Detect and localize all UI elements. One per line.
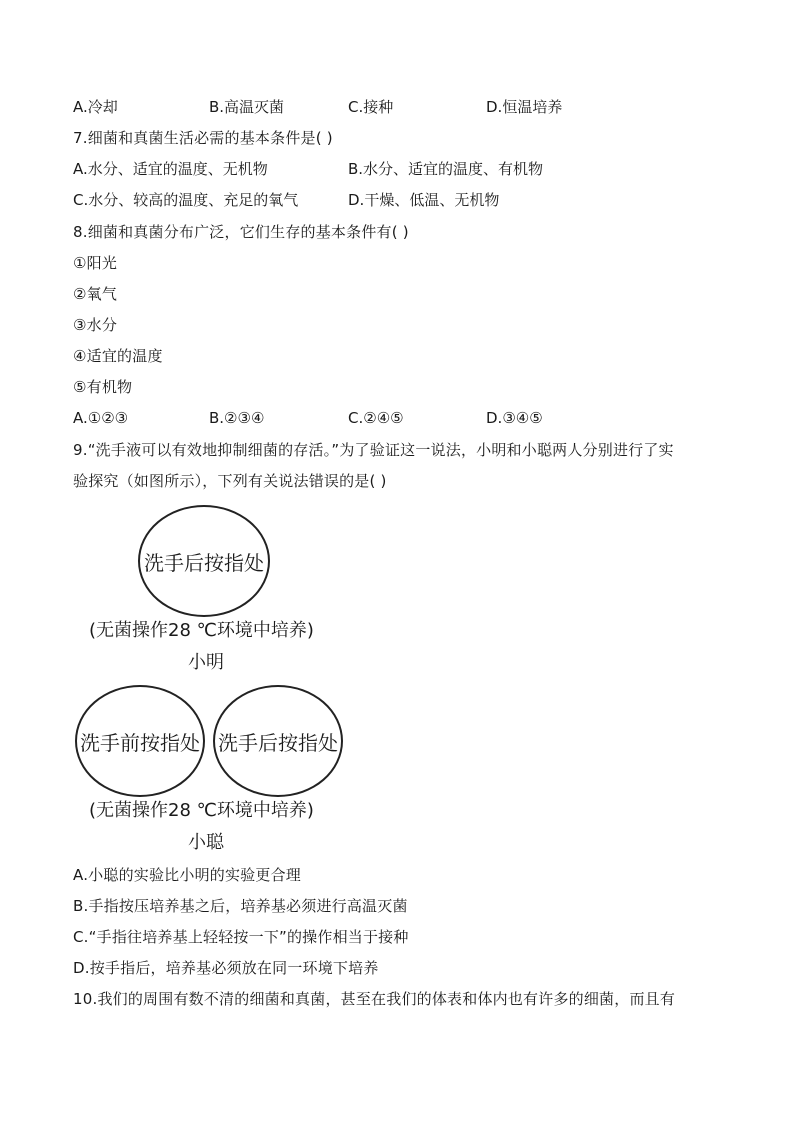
q8-stem: 8.细菌和真菌分布广泛，它们生存的基本条件有( ) xyxy=(73,223,409,241)
q8-item-3: ③水分 xyxy=(73,316,118,334)
q9-option-a: A.小聪的实验比小明的实验更合理 xyxy=(73,866,301,884)
q8-item-4: ④适宜的温度 xyxy=(73,347,163,365)
q6-option-b: B.高温灭菌 xyxy=(209,98,285,116)
q9-option-b: B.手指按压培养基之后，培养基必须进行高温灭菌 xyxy=(73,897,408,915)
q8-option-c: C.②④⑤ xyxy=(348,409,404,427)
q7-option-b: B.水分、适宜的温度、有机物 xyxy=(348,160,544,178)
q8-option-a: A.①②③ xyxy=(73,409,129,427)
xiaoming-caption: (无菌操作28 ℃环境中培养) xyxy=(89,620,314,641)
q7-option-c: C.水分、较高的温度、充足的氧气 xyxy=(73,191,299,209)
q7-option-a: A.水分、适宜的温度、无机物 xyxy=(73,160,268,178)
q7-option-d: D.干燥、低温、无机物 xyxy=(348,191,500,209)
petri-dish-xiaoming xyxy=(138,505,270,617)
xiaocong-name: 小聪 xyxy=(188,832,224,853)
xiaoming-name: 小明 xyxy=(188,652,224,673)
q10-stem-line1: 10.我们的周围有数不清的细菌和真菌，甚至在我们的体表和体内也有许多的细菌，而且有 xyxy=(73,990,676,1008)
petri-dish-xiaocong-before xyxy=(75,685,205,797)
dish-label-after-wash: 洗手后按指处 xyxy=(218,730,338,755)
q9-option-c: C.“手指往培养基上轻轻按一下”的操作相当于接种 xyxy=(73,928,409,946)
q6-option-d: D.恒温培养 xyxy=(486,98,563,116)
q9-stem-line2: 验探究（如图所示），下列有关说法错误的是( ) xyxy=(73,472,387,490)
dish-label-before-wash: 洗手前按指处 xyxy=(80,730,200,755)
q8-item-5: ⑤有机物 xyxy=(73,378,133,396)
q6-option-c: C.接种 xyxy=(348,98,394,116)
q7-stem: 7.细菌和真菌生活必需的基本条件是( ) xyxy=(73,129,333,147)
q8-option-d: D.③④⑤ xyxy=(486,409,543,427)
q8-option-b: B.②③④ xyxy=(209,409,265,427)
xiaocong-caption: (无菌操作28 ℃环境中培养) xyxy=(89,800,314,821)
dish-label-after-wash: 洗手后按指处 xyxy=(144,550,264,575)
q8-item-2: ②氧气 xyxy=(73,285,118,303)
q9-option-d: D.按手指后，培养基必须放在同一环境下培养 xyxy=(73,959,379,977)
petri-dish-xiaocong-after xyxy=(213,685,343,797)
q9-stem-line1: 9.“洗手液可以有效地抑制细菌的存活。”为了验证这一说法，小明和小聪两人分别进行了实 xyxy=(73,441,674,459)
q6-option-a: A.冷却 xyxy=(73,98,118,116)
q8-item-1: ①阳光 xyxy=(73,254,118,272)
